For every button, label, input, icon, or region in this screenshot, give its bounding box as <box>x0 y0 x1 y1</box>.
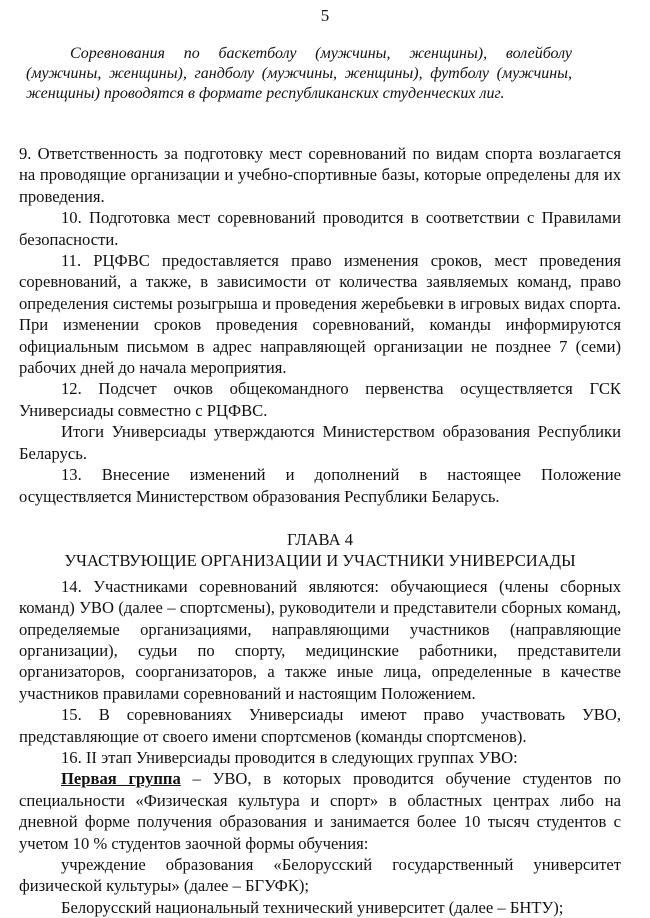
paragraph-10: 10. Подготовка мест соревнований проводится в соответствии с Правилами безопасности. <box>19 208 621 249</box>
paragraph-15: 15. В соревнованиях Универсиады имеют право участвовать УВО, представляющие от своего имени спортсменов (команды спортсменов). <box>19 705 621 746</box>
paragraph-14: 14. Участниками соревнований являются: обучающиеся (члены сборных команд) УВО (далее – спортсмены), руководители и представители сборных команд, определяемые организациями, направляющими участников (направляющие организации), судьи по спорту, медицинские работники, представители организаторов, соорганизаторов, а также иные лица, определенные в качестве участников правилами соревнований и настоящим Положением. <box>19 576 621 703</box>
paragraph-13: 13. Внесение изменений и дополнений в настоящее Положение осуществляется Министерством образования Республики Беларусь. <box>19 465 621 506</box>
chapter-title: УЧАСТВУЮЩИЕ ОРГАНИЗАЦИИ И УЧАСТНИКИ УНИВЕРСИАДЫ <box>64 551 576 571</box>
paragraph-16: 16. II этап Универсиады проводится в следующих группах УВО: <box>61 747 518 767</box>
first-group-paragraph <box>19 768 621 854</box>
document-body <box>19 143 621 918</box>
bntu-item: Белорусский национальный технический университет (далее – БНТУ); <box>61 897 564 917</box>
paragraph-12-results: Итоги Универсиады утверждаются Министерством образования Республики Беларусь. <box>19 422 621 463</box>
italic-note: Соревнования по баскетболу (мужчины, женщины), волейболу (мужчины, женщины), гандболу (мужчины, женщины), футболу (мужчины, женщины) проводятся в формате республиканских студенческих лиг. <box>26 45 572 102</box>
paragraph-9: 9. Ответственность за подготовку мест соревнований по видам спорта возлагается на проводящие организации и учебно-спортивные базы, которые определены для их проведения. <box>19 144 621 206</box>
paragraph-12: 12. Подсчет очков общекомандного первенства осуществляется ГСК Универсиады совместно с РЦФВС. <box>19 379 621 420</box>
paragraph-11: 11. РЦФВС предоставляется право изменения сроков, мест проведения соревнований, а также, в зависимости от количества заявляемых команд, право определения системы розыгрыша и проведения жеребьевки в игровых видах спорта. При изменении сроков проведения соревнований, команды информируются официальным письмом в адрес направляющей организации не позднее 7 (семи) рабочих дней до начала мероприятия. <box>19 251 621 378</box>
bguf-item: учреждение образования «Белорусский государственный университет физической культуры» (далее – БГУФК); <box>19 855 621 896</box>
page-number: 5 <box>320 6 330 25</box>
chapter-number: ГЛАВА 4 <box>286 529 354 549</box>
first-group-label: Первая группа <box>61 769 181 789</box>
first-group-text: – УВО, в которых проводится обучение студентов по специальности «Физическая культура и спорт» в областных центрах либо на дневной форме получения образования и занимается более 10 тысяч студентов с учетом 10 % студентов заочной формы обучения: <box>19 769 621 853</box>
